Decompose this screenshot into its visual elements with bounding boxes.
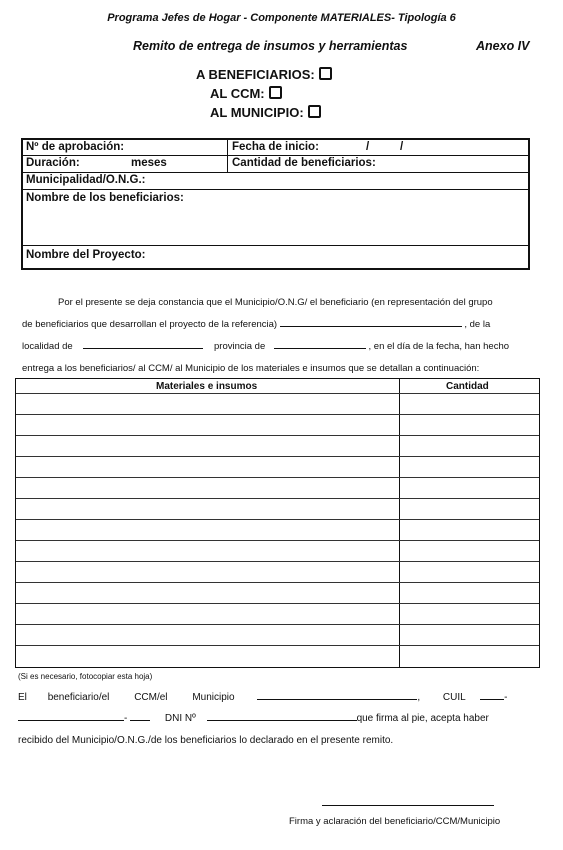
table-row[interactable] xyxy=(16,624,539,625)
photocopy-note: (Si es necesario, fotocopiar esta hoja) xyxy=(18,672,153,681)
approval-number-label: Nº de aprobación: xyxy=(26,141,125,153)
cuil-blank-3[interactable] xyxy=(130,712,150,721)
table-row[interactable] xyxy=(16,477,539,478)
table-row[interactable] xyxy=(16,498,539,499)
checkbox-beneficiarios[interactable] xyxy=(319,67,332,80)
acceptance-line-1: El beneficiario/el CCM/el Municipio , CUIL - xyxy=(18,692,508,703)
row-divider xyxy=(23,155,528,156)
table-row[interactable] xyxy=(16,540,539,541)
table-row[interactable] xyxy=(16,435,539,436)
recipient-label: A BENEFICIARIOS: xyxy=(196,67,315,82)
row-divider xyxy=(23,245,528,246)
dni-blank[interactable] xyxy=(207,712,357,721)
municipality-label: Municipalidad/O.N.G.: xyxy=(26,174,146,186)
table-row[interactable] xyxy=(16,561,539,562)
date-separator: / xyxy=(366,141,370,153)
recipient-label: AL CCM: xyxy=(210,86,265,101)
statement-line-4: entrega a los beneficiarios/ al CCM/ al Municipio de los materiales e insumos que se detallan a continuación: xyxy=(22,363,480,374)
document-title: Remito de entrega de insumos y herramientas xyxy=(133,39,408,53)
recipient-ccm xyxy=(210,86,282,101)
statement-text: , en el día de la fecha, han hecho xyxy=(368,341,510,352)
acceptance-line-3: recibido del Municipio/O.N.G./de los beneficiarios lo declarado en el presente remito. xyxy=(18,735,394,746)
table-row[interactable] xyxy=(16,603,539,604)
cuil-blank-2[interactable] xyxy=(18,712,124,721)
annex-label: Anexo IV xyxy=(476,39,530,53)
locality-blank[interactable] xyxy=(83,340,203,349)
acceptance-text: beneficiario/el xyxy=(47,692,110,703)
duration-label: Duración: xyxy=(26,157,80,169)
materials-table xyxy=(15,378,540,668)
program-header: Programa Jefes de Hogar - Componente MATERIALES- Tipología 6 xyxy=(107,12,456,24)
statement-line-2 xyxy=(22,318,490,332)
table-row[interactable] xyxy=(16,414,539,415)
beneficiary-names-label: Nombre de los beneficiarios: xyxy=(26,192,184,204)
column-divider xyxy=(227,140,228,172)
acceptance-text: El xyxy=(18,692,27,703)
checkbox-ccm[interactable] xyxy=(269,86,282,99)
statement-line-3 xyxy=(22,340,509,354)
statement-text: localidad de xyxy=(22,341,73,352)
project-name-label: Nombre del Proyecto: xyxy=(26,249,146,261)
signature-caption: Firma y aclaración del beneficiario/CCM/Municipio xyxy=(289,816,501,827)
months-label: meses xyxy=(131,157,167,169)
recipient-beneficiarios xyxy=(196,67,332,82)
project-info-box xyxy=(21,138,530,270)
table-row[interactable] xyxy=(16,645,539,646)
statement-text: provincia de xyxy=(214,341,266,352)
acceptance-line-2: - DNI Nº que firma al pie, acepta haber xyxy=(18,712,489,726)
recipient-label: AL MUNICIPIO: xyxy=(210,105,304,120)
table-row[interactable] xyxy=(16,456,539,457)
quantity-column-header: Cantidad xyxy=(446,381,489,392)
recipient-municipio xyxy=(210,105,321,120)
province-blank[interactable] xyxy=(274,340,366,349)
statement-line-1: Por el presente se deja constancia que el Municipio/O.N.G/ el beneficiario (en representación del grupo xyxy=(58,297,493,308)
table-row[interactable] xyxy=(16,393,539,394)
beneficiary-count-label: Cantidad de beneficiarios: xyxy=(232,157,376,169)
row-divider xyxy=(23,189,528,190)
statement-text: de beneficiarios que desarrollan el proyecto de la referencia) xyxy=(22,319,278,330)
name-blank[interactable] xyxy=(257,691,417,700)
start-date-label: Fecha de inicio: xyxy=(232,141,319,153)
signature-line[interactable] xyxy=(322,805,494,806)
table-row[interactable] xyxy=(16,519,539,520)
acceptance-text: CCM/el xyxy=(134,692,168,703)
table-row[interactable] xyxy=(16,582,539,583)
checkbox-municipio[interactable] xyxy=(308,105,321,118)
acceptance-text: Municipio xyxy=(192,692,235,703)
cuil-blank-1[interactable] xyxy=(480,691,504,700)
statement-text: , de la xyxy=(464,319,491,330)
materials-column-header: Materiales e insumos xyxy=(156,381,258,392)
acceptance-text: que firma al pie, acepta haber xyxy=(356,713,489,724)
row-divider xyxy=(23,172,528,173)
acceptance-text: DNI Nº xyxy=(164,713,196,724)
acceptance-text: CUIL xyxy=(442,692,466,703)
project-reference-blank[interactable] xyxy=(280,318,462,327)
date-separator: / xyxy=(400,141,404,153)
